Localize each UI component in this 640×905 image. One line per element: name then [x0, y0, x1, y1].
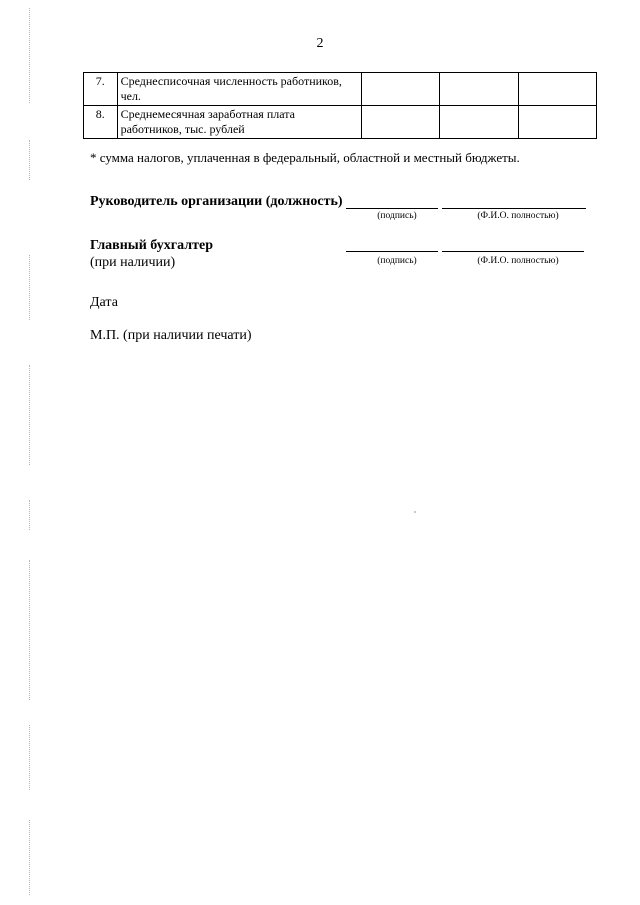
- head-signature-caption: (подпись): [377, 211, 417, 221]
- row-label: Среднесписочная численность работников, чел.: [117, 73, 361, 106]
- margin-dots: [29, 500, 30, 530]
- head-name-line: [442, 208, 586, 209]
- head-title: Руководитель организации (должность): [90, 194, 343, 209]
- accountant-name-caption: (Ф.И.О. полностью): [477, 256, 559, 266]
- margin-dots: [29, 725, 30, 790]
- accountant-title: Главный бухгалтер: [90, 238, 213, 253]
- row-number: 7.: [84, 73, 118, 106]
- accountant-name-line: [442, 251, 584, 252]
- head-name-caption: (Ф.И.О. полностью): [477, 211, 559, 221]
- stamp-label: М.П. (при наличии печати): [90, 328, 252, 343]
- margin-dots: [29, 820, 30, 895]
- row-label: Среднемесячная заработная плата работников, тыс. рублей: [117, 106, 361, 139]
- margin-dots: [29, 255, 30, 320]
- margin-dots: [29, 560, 30, 700]
- row-number: 8.: [84, 106, 118, 139]
- value-cell: [361, 106, 439, 139]
- value-cell: [518, 73, 596, 106]
- value-cell: [440, 106, 518, 139]
- table-row: [84, 106, 597, 139]
- value-cell: [361, 73, 439, 106]
- footnote: * сумма налогов, уплаченная в федеральный, областной и местный бюджеты.: [90, 150, 520, 165]
- scan-speck: [414, 511, 416, 513]
- margin-dots: [29, 8, 30, 103]
- accountant-subtitle: (при наличии): [90, 255, 176, 270]
- table-row: [84, 73, 597, 106]
- accountant-signature-caption: (подпись): [377, 256, 417, 266]
- head-signature-line: [346, 208, 438, 209]
- page-number: 2: [316, 36, 324, 51]
- margin-dots: [29, 140, 30, 180]
- margin-dots: [29, 365, 30, 465]
- accountant-signature-line: [346, 251, 438, 252]
- value-cell: [440, 73, 518, 106]
- date-label: Дата: [90, 295, 118, 310]
- indicators-table: [83, 72, 597, 139]
- value-cell: [518, 106, 596, 139]
